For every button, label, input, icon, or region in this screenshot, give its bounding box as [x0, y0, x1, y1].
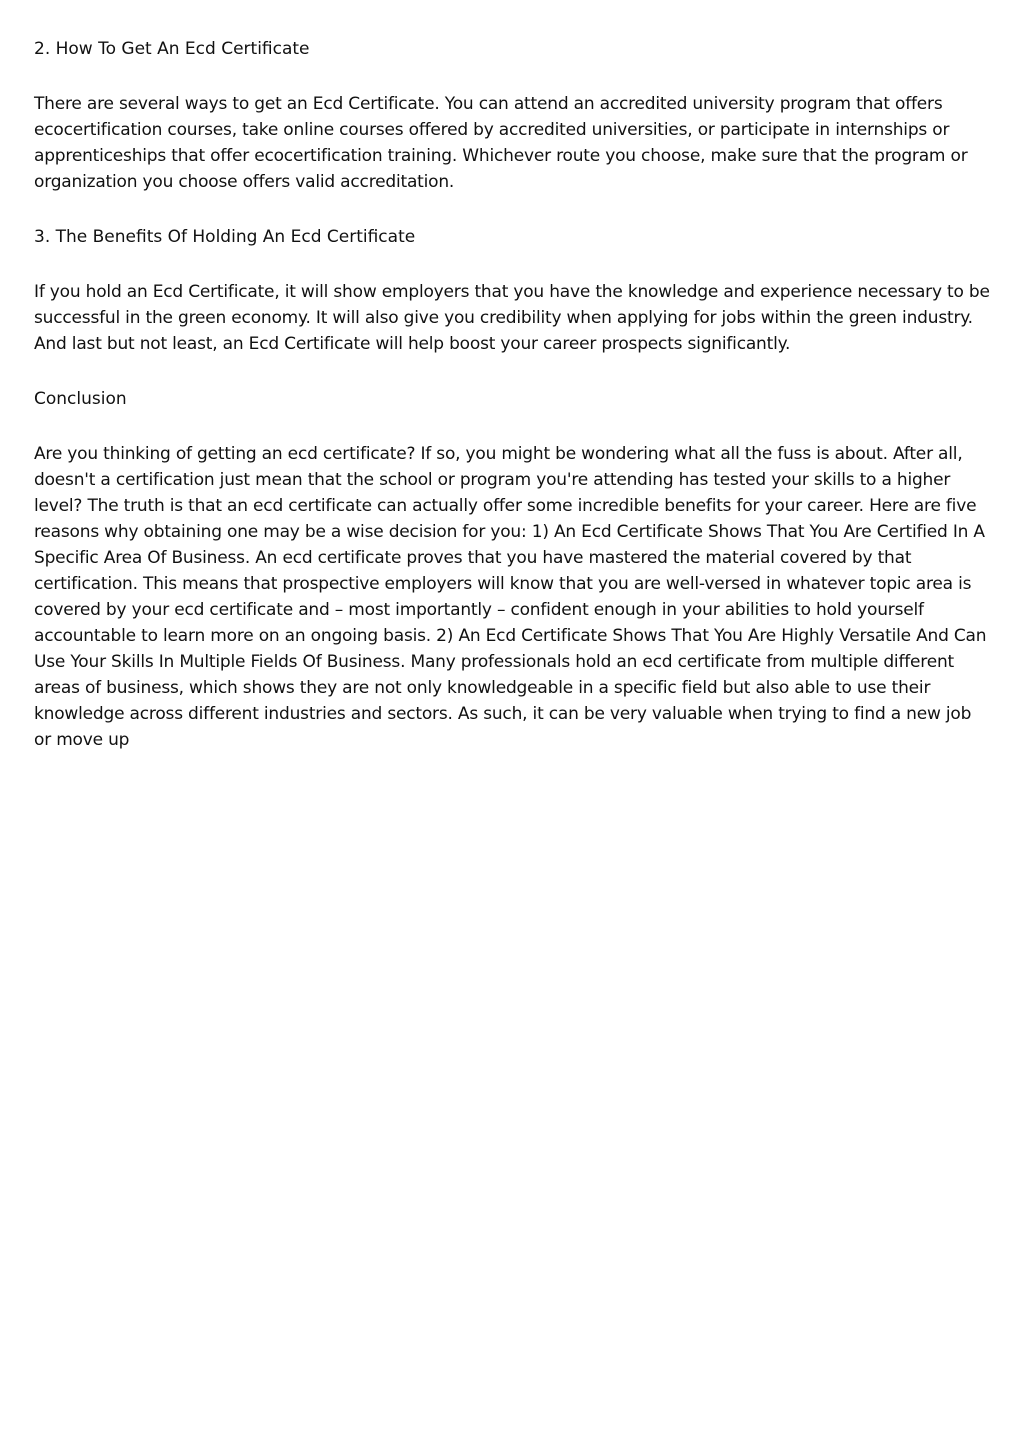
- document-page: [34, 36, 992, 782]
- section-heading-benefits: 3. The Benefits Of Holding An Ecd Certificate: [34, 227, 416, 247]
- section-heading-conclusion: Conclusion: [34, 389, 127, 409]
- paragraph-conclusion: Are you thinking of getting an ecd certificate? If so, you might be wondering what all the fuss is about. After all, doesn't a certification just mean that the school or program you're attending has tested your skills to a higher level? The truth is that an ecd certificate can actually offer some incredible benefits for your career. Here are five reasons why obtaining one may be a wise decision for you: 1) An Ecd Certificate Shows That You Are Certified In A Specific Area Of Business. An ecd certificate proves that you have mastered the material covered by that certification. This means that prospective employers will know that you are well-versed in whatever topic area is covered by your ecd certificate and – most importantly – confident enough in your abilities to hold yourself accountable to learn more on an ongoing basis. 2) An Ecd Certificate Shows That You Are Highly Versatile And Can Use Your Skills In Multiple Fields Of Business. Many professionals hold an ecd certificate from multiple different areas of business, which shows they are not only knowledgeable in a specific field but also able to use their knowledge across different industries and sectors. As such, it can be very valuable when trying to find a new job or move up: [34, 444, 987, 750]
- paragraph-how-to-get: There are several ways to get an Ecd Certificate. You can attend an accredited university program that offers ecocertification courses, take online courses offered by accredited universities, or participate in internships or apprenticeships that offer ecocertification training. Whichever route you choose, make sure that the program or organization you choose offers valid accreditation.: [34, 94, 968, 192]
- paragraph-benefits: If you hold an Ecd Certificate, it will show employers that you have the knowledge and experience necessary to be successful in the green economy. It will also give you credibility when applying for jobs within the green industry. And last but not least, an Ecd Certificate will help boost your career prospects significantly.: [34, 282, 990, 354]
- section-heading-how-to-get: 2. How To Get An Ecd Certificate: [34, 39, 310, 59]
